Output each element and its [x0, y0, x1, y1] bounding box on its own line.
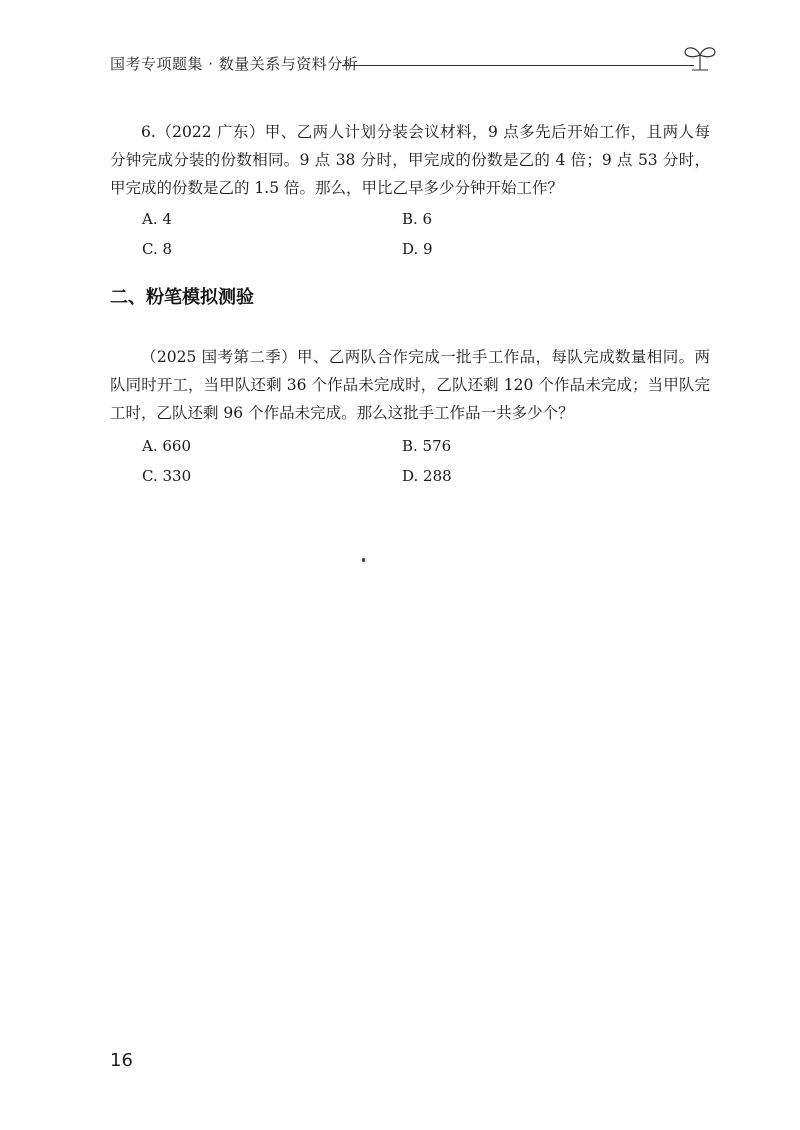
option-d: D. 9	[402, 240, 433, 258]
option-a: A. 660	[142, 437, 191, 455]
running-header	[110, 54, 720, 84]
question-6	[110, 118, 710, 202]
options-row	[142, 461, 642, 491]
question-6-text: 6.（2022 广东）甲、乙两人计划分装会议材料，9 点多先后开始工作，且两人每分钟完成分装的份数相同。9 点 38 分时，甲完成的份数是乙的 4 倍；9 点 53 分时，甲完成的份数是乙的 1.5 倍。那么，甲比乙早多少分钟开始工作？	[110, 123, 710, 197]
question-mock-text: （2025 国考第二季）甲、乙两队合作完成一批手工作品，每队完成数量相同。两队同时开工，当甲队还剩 36 个作品未完成时，乙队还剩 120 个作品未完成；当甲队完工时，乙队还剩 96 个作品未完成。那么这批手工作品一共多少个？	[110, 348, 710, 422]
option-b: B. 6	[402, 210, 433, 228]
options-row	[142, 234, 642, 264]
option-c: C. 330	[142, 467, 192, 485]
question-6-options	[142, 204, 642, 264]
question-mock-options	[142, 431, 642, 491]
option-d: D. 288	[402, 467, 452, 485]
options-row	[142, 204, 642, 234]
option-a: A. 4	[142, 210, 172, 228]
header-rule	[342, 65, 694, 66]
header-title: 国考专项题集 · 数量关系与资料分析	[110, 55, 359, 73]
sprout-icon	[682, 42, 718, 72]
question-mock	[110, 343, 710, 427]
option-c: C. 8	[142, 240, 173, 258]
section-title: 二、粉笔模拟测验	[110, 287, 254, 308]
scan-speck	[362, 558, 365, 562]
page-number: 16	[110, 1050, 133, 1071]
options-row	[142, 431, 642, 461]
option-b: B. 576	[402, 437, 452, 455]
